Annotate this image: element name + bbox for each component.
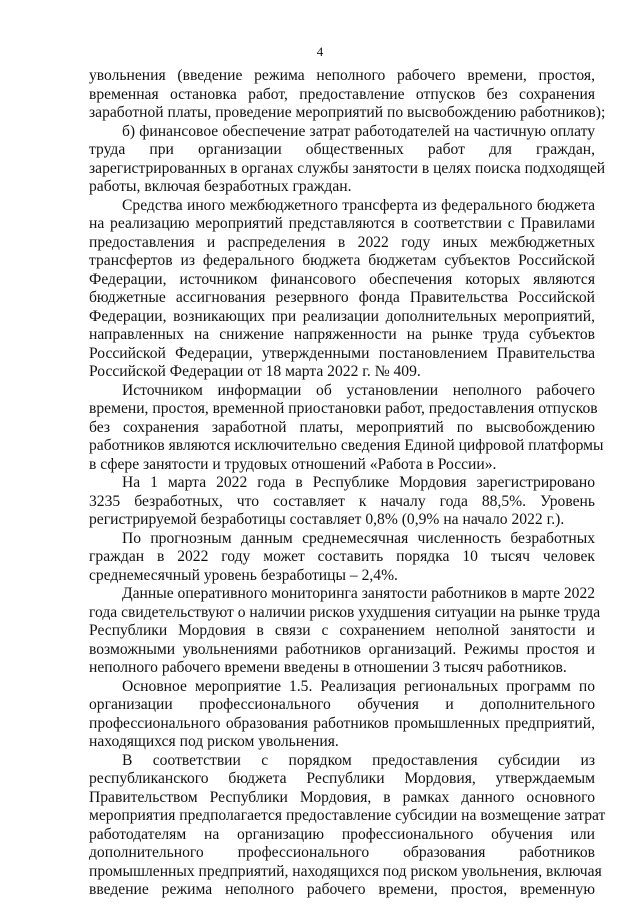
text-line: работников являются исключительно сведения Единой цифровой платформы: [89, 437, 604, 454]
text-line: находящихся под риском увольнения.: [89, 733, 339, 750]
text-line: направленных на снижение напряженности на рынке труда субъектов: [89, 326, 595, 343]
text-line: Российской Федерации, утвержденными постановлением Правительства: [89, 344, 595, 362]
document-body: [89, 67, 606, 900]
text-line: По прогнозным данным среднемесячная численность безработных: [122, 529, 595, 547]
text-line: На 1 марта 2022 года в Республике Мордовия зарегистрировано: [122, 474, 595, 491]
text-line: граждан в 2022 году может составить порядка 10 тысяч человек: [89, 548, 595, 565]
page-number: 4: [316, 44, 324, 59]
text-line: года свидетельствуют о наличии рисков ухудшения ситуации на рынке труда: [89, 603, 601, 621]
paragraph-forecast: [89, 530, 595, 586]
text-line: среднемесячный уровень безработицы – 2,4%.: [89, 566, 398, 584]
paragraph-unemployment-march: [89, 474, 595, 530]
text-line: труда при организации общественных работ для граждан,: [89, 141, 595, 158]
paragraph-item-b: [89, 122, 606, 197]
text-line: предоставления и распределения в 2022 году иных межбюджетных: [89, 233, 595, 251]
text-line: профессионального образования работников промышленных предприятий,: [89, 714, 595, 732]
text-line: трансфертов из федерального бюджета бюджетам субъектов Российской: [89, 252, 595, 269]
text-line: Республики Мордовия в связи с сохранением неполной занятости и: [89, 622, 595, 639]
text-line: введение режима неполного рабочего времени, простоя, временную: [89, 881, 595, 898]
text-line: Правительством Республики Мордовия, в рамках данного основного: [89, 788, 595, 806]
text-line: возможными увольнениями работников организаций. Режимы простоя и: [89, 640, 595, 658]
text-line: Основное мероприятие 1.5. Реализация региональных программ по: [122, 677, 595, 695]
text-line: В соответствии с порядком предоставления субсидии из: [122, 751, 595, 769]
text-line: на реализацию мероприятий представляются в соответствии с Правилами: [89, 215, 595, 232]
text-line: б) финансовое обеспечение затрат работодателей на частичную оплату: [122, 122, 595, 140]
text-line: времени, простоя, временной приостановки работ, предоставления отпусков: [89, 400, 598, 417]
text-line: республиканского бюджета Республики Мордовия, утверждаемым: [89, 770, 595, 787]
text-line: заработной платы, проведение мероприятий по высвобождению работников);: [89, 104, 606, 121]
text-line: Данные оперативного мониторинга занятости работников в марте 2022: [122, 585, 596, 602]
text-line: промышленных предприятий, находящихся под риском увольнения, включая: [89, 862, 602, 880]
text-line: в сфере занятости и трудовых отношений «Работа в России».: [89, 455, 497, 473]
text-line: Федерации, источником финансового обеспечения которых являются: [89, 270, 595, 288]
text-line: неполного рабочего времени введены в отношении 3 тысяч работников.: [89, 659, 567, 676]
paragraph-subsidy: [89, 751, 606, 900]
text-line: Федерации, возникающих при реализации дополнительных мероприятий,: [89, 307, 595, 325]
text-line: увольнения (введение режима неполного рабочего времени, простоя,: [89, 67, 595, 84]
text-line: зарегистрированных в органах службы занятости в целях поиска подходящей: [89, 159, 606, 177]
paragraph-continuation: [89, 67, 606, 123]
paragraph-measure-1-5: [89, 678, 595, 752]
text-line: регистрируемой безработицы составляет 0,8% (0,9% на начало 2022 г.).: [89, 511, 565, 528]
text-line: 3235 безработных, что составляет к началу года 88,5%. Уровень: [89, 492, 595, 510]
text-line: временная остановка работ, предоставление отпусков без сохранения: [89, 85, 595, 103]
paragraph-federal-transfer: [89, 197, 595, 382]
paragraph-info-source: [89, 381, 604, 475]
text-line: без сохранения заработной платы, мероприятий по высвобождению: [89, 418, 595, 436]
text-line: Средства иного межбюджетного трансферта из федерального бюджета: [122, 196, 595, 214]
text-line: бюджетные ассигнования резервного фонда Правительства Российской: [89, 289, 595, 306]
paragraph-monitoring: [89, 585, 601, 678]
text-line: Российской Федерации от 18 марта 2022 г. № 409.: [89, 363, 421, 380]
text-line: мероприятия предполагается предоставление субсидии на возмещение затрат: [89, 807, 606, 824]
text-line: работодателям на организацию профессионального обучения или: [89, 825, 595, 843]
text-line: дополнительного профессионального образования работников: [89, 844, 595, 861]
text-line: работы, включая безработных граждан.: [89, 178, 352, 195]
text-line: организации профессионального обучения и дополнительного: [89, 696, 595, 713]
text-line: Источником информации об установлении неполного рабочего: [122, 381, 595, 399]
